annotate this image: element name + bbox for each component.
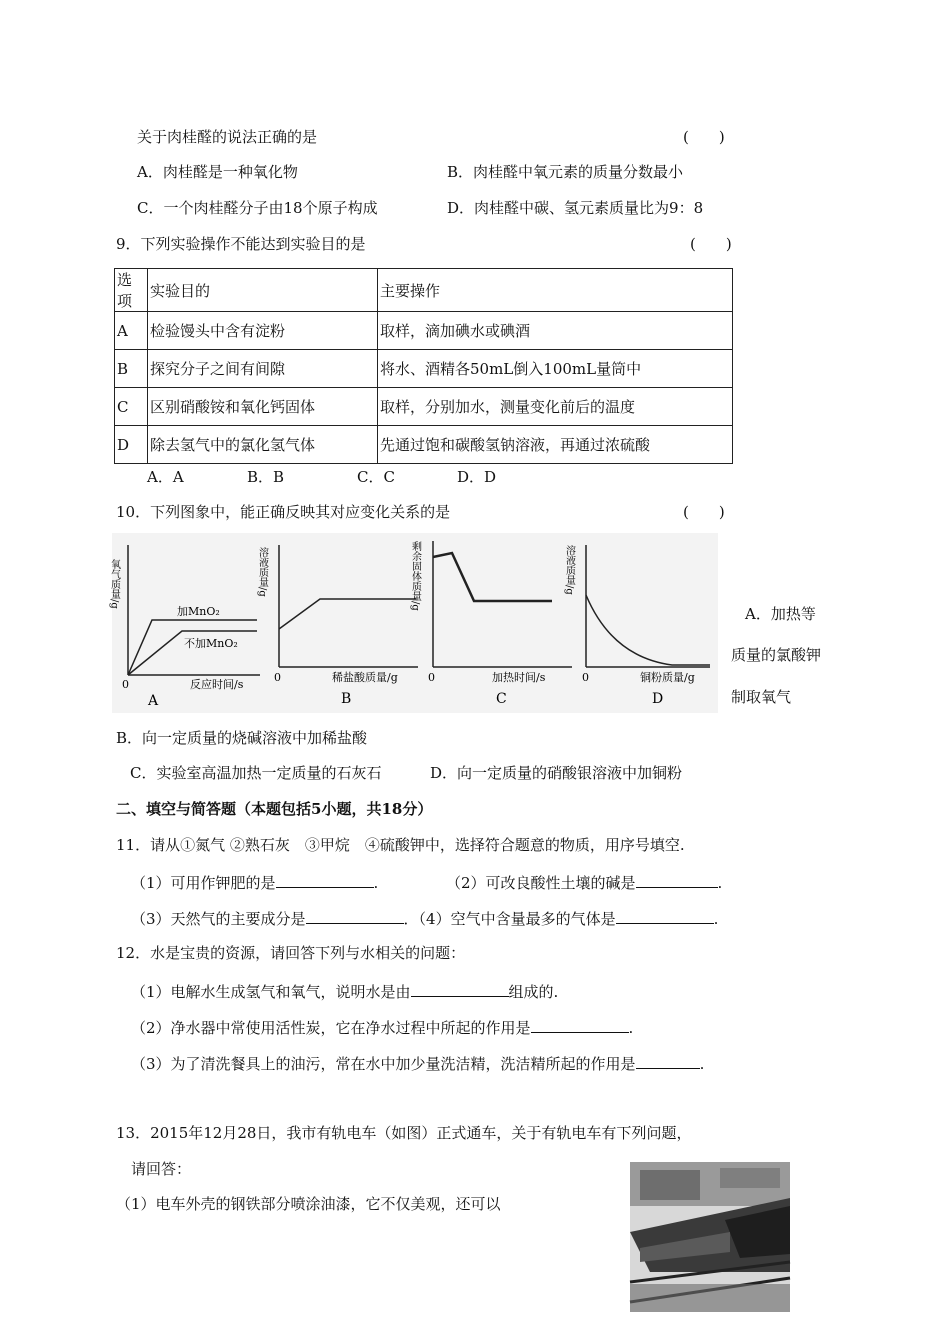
- graph-a-letter: A: [148, 693, 159, 709]
- graph-c-letter: C: [496, 691, 507, 707]
- q9-choice-d: D．D: [457, 468, 497, 486]
- q12-part1: [131, 980, 558, 1002]
- graph-b-origin: 0: [274, 671, 281, 684]
- q12-part1-text: （1）电解水生成氢气和氧气，说明水是由: [131, 983, 411, 1001]
- q12-part2: [131, 1016, 633, 1038]
- q10-option-a-line3: 制取氧气: [731, 688, 792, 706]
- table-cell: 探究分子之间有间隙: [148, 350, 378, 388]
- table-row: [115, 312, 733, 350]
- table-header-cell: 实验目的: [148, 269, 378, 312]
- table-row: [115, 388, 733, 426]
- q11-part2-text: （2）可改良酸性土壤的碱是: [446, 874, 636, 892]
- q11-part2-dot: .: [717, 874, 723, 892]
- graph-d-xlabel: 铜粉质量/g: [640, 671, 695, 684]
- q13-part1: （1）电车外壳的钢铁部分喷涂油漆，它不仅美观，还可以: [116, 1195, 501, 1213]
- q12-stem: 12．水是宝贵的资源，请回答下列与水相关的问题：: [116, 944, 466, 962]
- answer-blank[interactable]: [636, 871, 718, 888]
- q13-stem-line2: 请回答：: [131, 1160, 192, 1178]
- graph-a-ylabel: 氧气质量/g: [108, 559, 120, 609]
- table-header-row: [115, 269, 733, 312]
- graph-c-origin: 0: [428, 671, 435, 684]
- answer-blank[interactable]: [411, 980, 509, 997]
- table-header-cell: 主要操作: [378, 269, 733, 312]
- graph-a-xlabel: 反应时间/s: [190, 678, 244, 691]
- graph-c-ylabel: 剩余固体质量/g: [409, 541, 421, 611]
- graph-a-origin: 0: [122, 678, 129, 691]
- q10-answer-paren: ( ): [683, 503, 725, 521]
- graph-b-ylabel: 溶液质量/g: [256, 547, 268, 597]
- q12-part3: [131, 1052, 704, 1074]
- q8-stem: 关于肉桂醛的说法正确的是: [137, 128, 318, 146]
- answer-blank[interactable]: [306, 907, 404, 924]
- table-cell: 先通过饱和碳酸氢钠溶液，再通过浓硫酸: [378, 426, 733, 464]
- graph-b-letter: B: [341, 691, 352, 707]
- table-cell: 区别硝酸铵和氧化钙固体: [148, 388, 378, 426]
- graph-a-curve1-label: 加MnO₂: [177, 605, 220, 618]
- answer-blank[interactable]: [531, 1016, 629, 1033]
- table-cell: 取样，分别加水，测量变化前后的温度: [378, 388, 733, 426]
- q8-answer-paren: ( ): [683, 128, 725, 146]
- q9-choice-a: A．A: [147, 468, 184, 486]
- answer-blank[interactable]: [276, 871, 374, 888]
- table-cell: 将水、酒精各50mL倒入100mL量筒中: [378, 350, 733, 388]
- q11-part4-dot: .: [713, 910, 719, 928]
- q9-answer-paren: ( ): [690, 235, 732, 253]
- table-cell: 取样，滴加碘水或碘酒: [378, 312, 733, 350]
- graph-b-xlabel: 稀盐酸质量/g: [332, 671, 398, 684]
- q9-choice-c: C．C: [357, 468, 395, 486]
- table-header-cell: 选项: [115, 269, 148, 312]
- q9-stem: 9．下列实验操作不能达到实验目的是: [116, 235, 366, 253]
- q11-part1: [131, 871, 378, 893]
- table-cell: A: [115, 312, 148, 350]
- q11-part4-text: ．（4）空气中含量最多的气体是: [403, 910, 616, 928]
- q11-stem: 11．请从①氮气 ②熟石灰 ③甲烷 ④硫酸钾中，选择符合题意的物质，用序号填空.: [116, 836, 685, 854]
- q13-stem: 13．2015年12月28日，我市有轨电车（如图）正式通车，关于有轨电车有下列问题，: [116, 1124, 692, 1142]
- q10-option-a-line1: A．加热等: [745, 605, 816, 623]
- table-cell: 检验馒头中含有淀粉: [148, 312, 378, 350]
- q12-part3-text: （3）为了清洗餐具上的油污，常在水中加少量洗洁精，洗洁精所起的作用是: [131, 1055, 636, 1073]
- q12-part3-dot: .: [699, 1055, 705, 1073]
- q11-part3-text: （3）天然气的主要成分是: [131, 910, 306, 928]
- q10-stem: 10．下列图象中，能正确反映其对应变化关系的是: [116, 503, 451, 521]
- q10-option-a-line2: 质量的氯酸钾: [731, 646, 822, 664]
- table-cell: C: [115, 388, 148, 426]
- graph-d-ylabel: 溶液质量/g: [563, 545, 575, 595]
- table-cell: 除去氢气中的氯化氢气体: [148, 426, 378, 464]
- q10-graphs-figure: [108, 533, 718, 713]
- table-row: [115, 350, 733, 388]
- table-row: [115, 426, 733, 464]
- q8-option-d: D．肉桂醛中碳、氢元素质量比为9：8: [447, 199, 704, 217]
- q11-part3: [131, 907, 718, 929]
- q9-choice-b: B．B: [247, 468, 285, 486]
- q9-table: [114, 268, 733, 464]
- q11-part2: [446, 871, 722, 893]
- table-cell: D: [115, 426, 148, 464]
- q12-part2-text: （2）净水器中常使用活性炭，它在净水过程中所起的作用是: [131, 1019, 531, 1037]
- q8-option-c: C．一个肉桂醛分子由18个原子构成: [137, 199, 378, 217]
- section-2-title: 二、填空与简答题（本题包括5小题，共18分）: [116, 800, 433, 818]
- q10-option-c: C．实验室高温加热一定质量的石灰石: [130, 764, 382, 782]
- q11-part1-dot: .: [373, 874, 379, 892]
- q10-option-d: D．向一定质量的硝酸银溶液中加铜粉: [430, 764, 683, 782]
- graph-a-curve2-label: 不加MnO₂: [184, 637, 238, 650]
- graph-d-origin: 0: [582, 671, 589, 684]
- answer-blank[interactable]: [616, 907, 714, 924]
- q8-option-a: A．肉桂醛是一种氧化物: [137, 163, 298, 181]
- q8-option-b: B．肉桂醛中氧元素的质量分数最小: [447, 163, 684, 181]
- tram-photo: [630, 1162, 790, 1312]
- graph-d-letter: D: [652, 691, 664, 707]
- graph-c-xlabel: 加热时间/s: [492, 671, 546, 684]
- q11-part1-text: （1）可用作钾肥的是: [131, 874, 276, 892]
- table-cell: B: [115, 350, 148, 388]
- q12-part1-tail: 组成的.: [508, 983, 559, 1001]
- answer-blank[interactable]: [636, 1052, 700, 1069]
- q10-option-b: B．向一定质量的烧碱溶液中加稀盐酸: [116, 729, 368, 747]
- q12-part2-dot: .: [628, 1019, 634, 1037]
